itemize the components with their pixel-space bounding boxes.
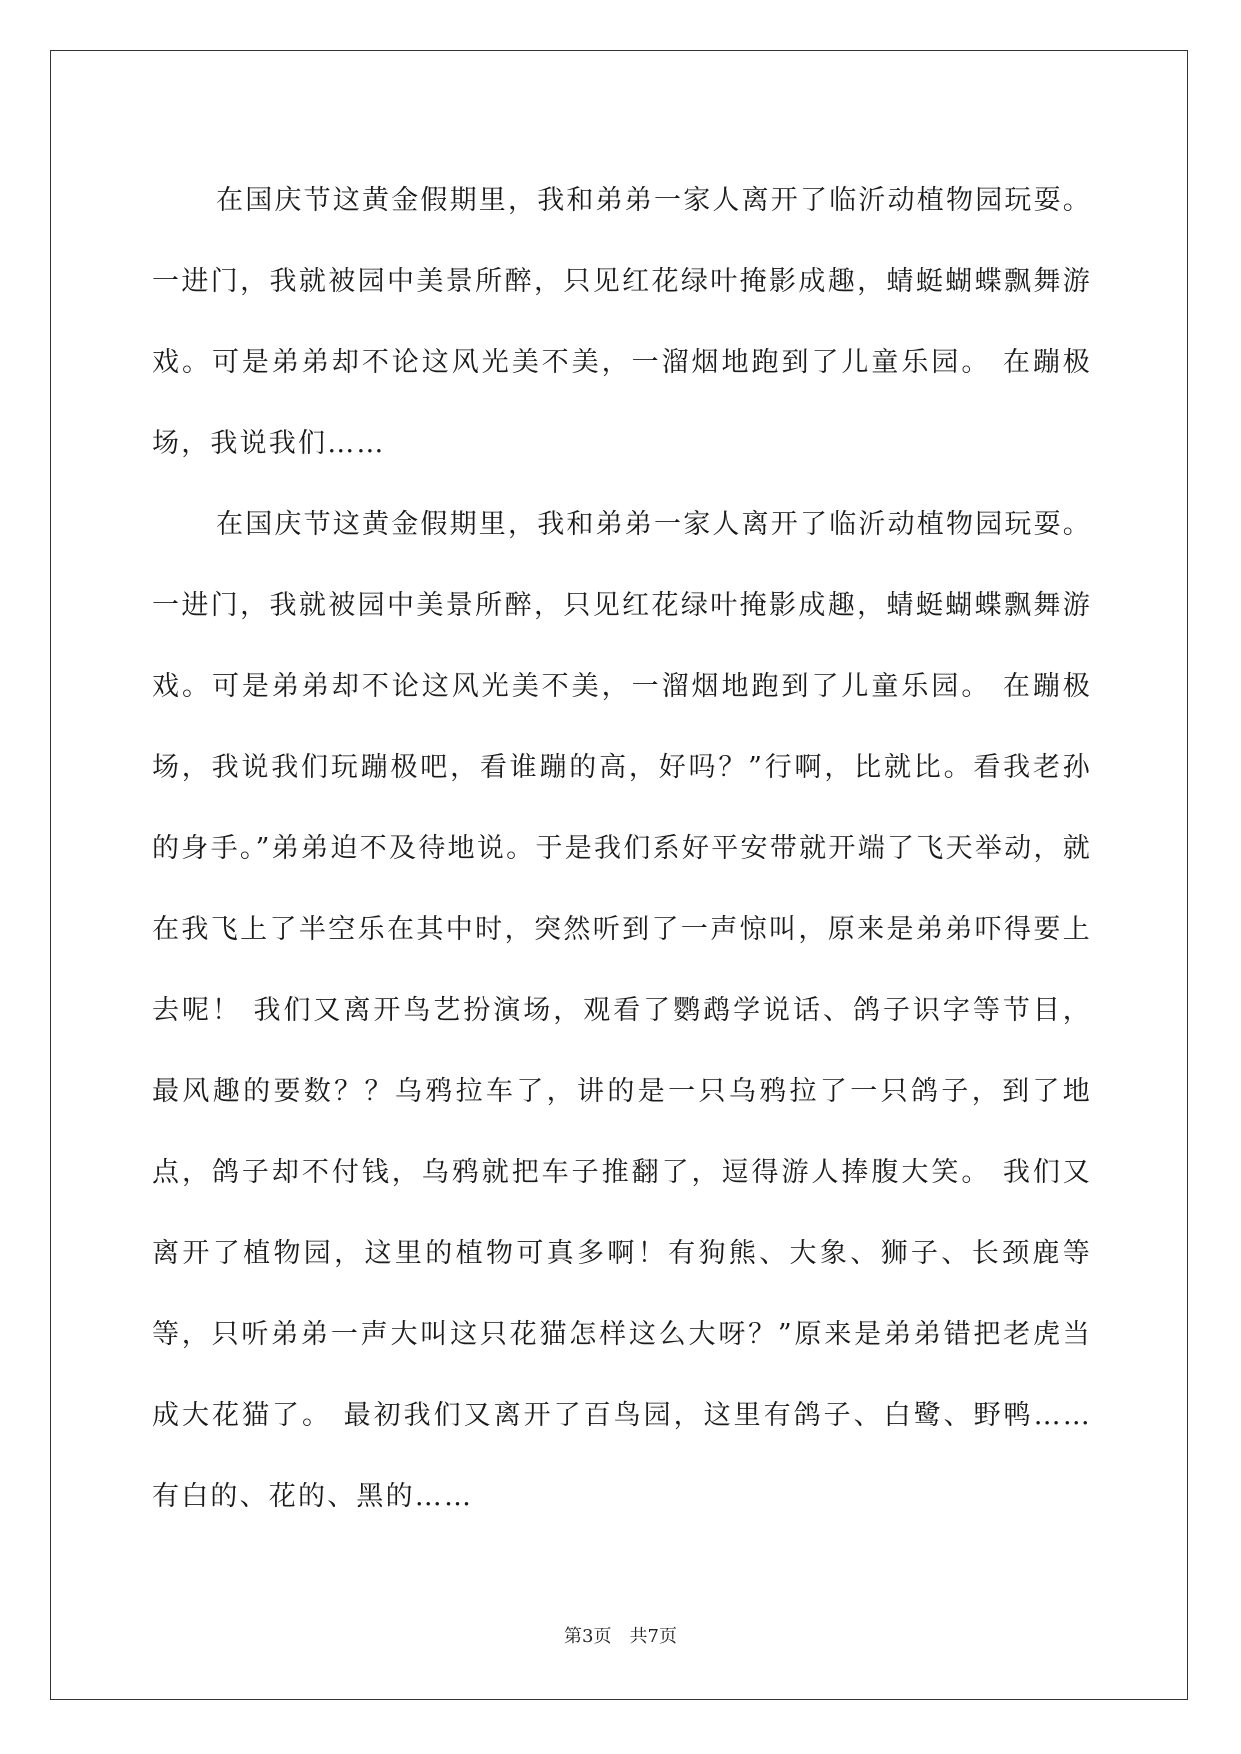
- document-body: [152, 160, 1092, 1537]
- paragraph-1: 在国庆节这黄金假期里，我和弟弟一家人离开了临沂动植物园玩耍。一进门，我就被园中美景所醉，只见红花绿叶掩影成趣，蜻蜓蝴蝶飘舞游戏。可是弟弟却不论这风光美不美，一溜烟地跑到了儿童乐园。 在蹦极场，我说我们……: [152, 185, 1092, 459]
- page-number: 第3页: [564, 1626, 612, 1647]
- page-total: 共7页: [629, 1626, 677, 1647]
- page-footer: [0, 1622, 1241, 1648]
- paragraph-2: 在国庆节这黄金假期里，我和弟弟一家人离开了临沂动植物园玩耍。一进门，我就被园中美景所醉，只见红花绿叶掩影成趣，蜻蜓蝴蝶飘舞游戏。可是弟弟却不论这风光美不美，一溜烟地跑到了儿童乐园。 在蹦极场，我说我们玩蹦极吧，看谁蹦的高，好吗？”行啊，比就比。看我老孙的身手。”弟弟迫不及待地说。于是我们系好平安带就开端了飞天举动，就在我飞上了半空乐在其中时，突然听到了一声惊叫，原来是弟弟吓得要上去呢！ 我们又离开鸟艺扮演场，观看了鹦鹉学说话、鸽子识字等节目，最风趣的要数？？乌鸦拉车了，讲的是一只乌鸦拉了一只鸽子，到了地点，鸽子却不付钱，乌鸦就把车子推翻了，逗得游人捧腹大笑。 我们又离开了植物园，这里的植物可真多啊！有狗熊、大象、狮子、长颈鹿等等，只听弟弟一声大叫这只花猫怎样这么大呀？”原来是弟弟错把老虎当成大花猫了。 最初我们又离开了百鸟园，这里有鸽子、白鹭、野鸭……有白的、花的、黑的……: [152, 509, 1092, 1512]
